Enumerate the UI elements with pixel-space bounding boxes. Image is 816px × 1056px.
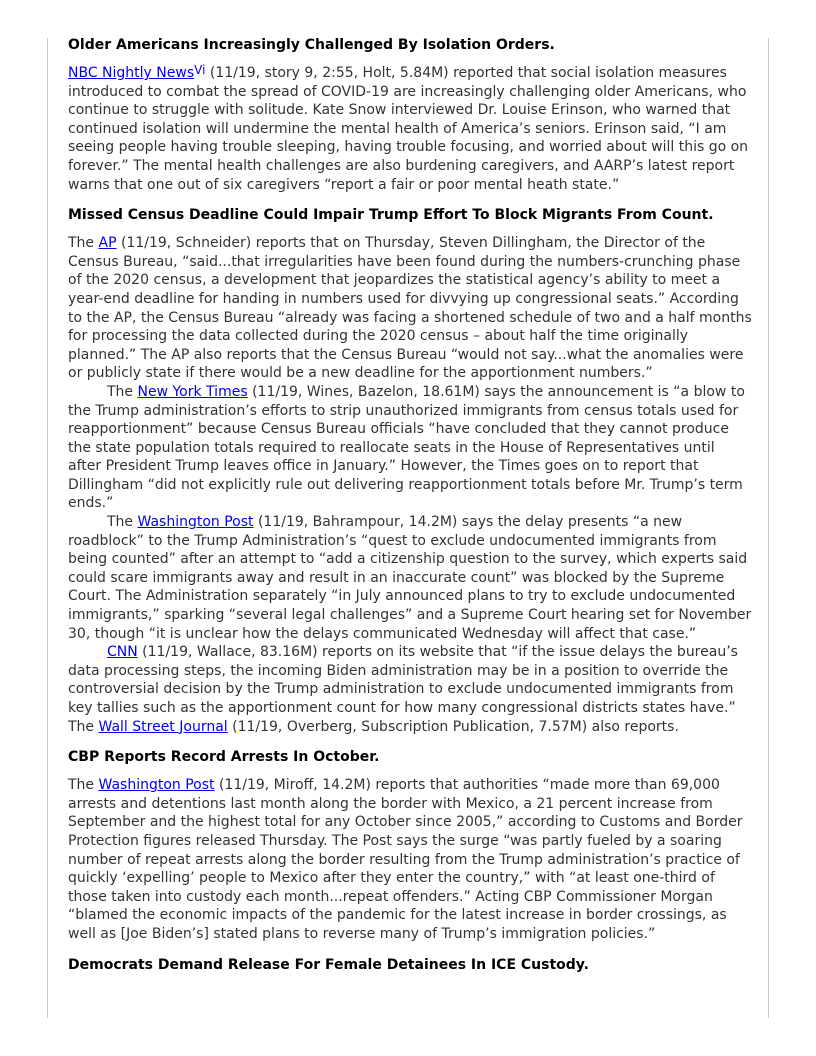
article-heading: Democrats Demand Release For Female Detainees In ICE Custody. — [68, 956, 589, 973]
source-link-cnn[interactable]: CNN — [107, 644, 138, 661]
article-paragraph: NBC Nightly News$^{Vi}$ (11/19, story 9, 2:55, Holt, 5.84M) reported that social isolation measures introduced to combat the spread of COVID-19 are increasingly challenging older Americans, who continue to struggle with solitude. Kate Snow interviewed Dr. Louise Erinson, who warned that continued isolation will undermine the mental health of America’s seniors. Erinson said, “I am seeing people having trouble sleeping, having trouble focusing, and worried about will this go on forever.” The mental health challenges are also burdening caregivers, and AARP’s latest report warns that one out of six caregivers “report a fair or poor mental heath state.” — [68, 63, 749, 193]
article-cbp — [68, 748, 752, 943]
source-link-nbc[interactable]: NBC Nightly News — [68, 65, 195, 81]
article-paragraph: The New York Times (11/19, Wines, Bazelon, 18.61M) says the announcement is “a blow to the Trump administration’s efforts to strip unauthorized immigrants from census totals used for reapportionment” because Census Bureau officials “have concluded that they cannot produce the state population totals required to reallocate seats in the House of Representatives until after President Trump leaves office in January.” However, the Times goes on to report that Dillingham “did not explicitly rule out delivering reapportionment totals before Mr. Trump’s term ends.” — [68, 383, 745, 512]
article-isolation — [68, 36, 752, 194]
source-link-wapo[interactable]: Washington Post — [98, 777, 215, 794]
article-paragraph: The Washington Post (11/19, Bahrampour, 14.2M) says the delay presents “a new roadblock” to the Trump Administration’s “quest to exclude undocumented immigrants from being counted” after an attempt to “add a citizenship question to the survey, which experts said could scare immigrants away and result in an inaccurate count” was blocked by the Supreme Court. The Administration separately “in July announced plans to try to exclude undocumented immigrants,” sparking “several legal challenges” and a Supreme Court hearing set for November 30, though “it is unclear how the delays communicated Wednesday will affect that case.” — [68, 514, 752, 642]
document-body — [68, 36, 752, 987]
source-link-wsj[interactable]: Wall Street Journal — [98, 718, 228, 735]
source-link-ap[interactable]: AP — [98, 235, 117, 252]
article-heading: Missed Census Deadline Could Impair Trump Effort To Block Migrants From Count. — [68, 207, 714, 224]
source-link-wapo[interactable]: Washington Post — [137, 514, 254, 531]
source-link-nyt[interactable]: New York Times — [137, 383, 248, 400]
article-paragraph: The AP (11/19, Schneider) reports that on Thursday, Steven Dillingham, the Director of the Census Bureau, “said...that irregularities have been found during the numbers-crunching phase of the 2020 census, a development that jeopardizes the statistical agency’s ability to meet a year-end deadline for handing in numbers used for divvying up congressional seats.” According to the AP, the Census Bureau “already was facing a shortened schedule of two and a half months for processing the data collected during the 2020 census – about half the time originally planned.” The AP also reports that the Census Bureau “would not say...what the anomalies were or publicly state if there would be a new deadline for the apportionment numbers.” — [68, 235, 752, 382]
right-margin-rule — [768, 38, 769, 1018]
article-census — [68, 206, 752, 736]
article-heading: Older Americans Increasingly Challenged By Isolation Orders. — [68, 37, 555, 53]
article-paragraph: The Washington Post (11/19, Miroff, 14.2M) reports that authorities “made more than 69,000 arrests and detentions last month along the border with Mexico, a 21 percent increase from September and the highest total for any October since 2005,” according to Customs and Border Protection figures released Thursday. The Post says the surge “was partly fueled by a soaring number of repeat arrests along the border resulting from the Trump administration’s practice of quickly ‘expelling’ people to Mexico after they enter the country,” with “at least one-third of those taken into custody each month...repeat offenders.” Acting CBP Commissioner Morgan “blamed the economic impacts of the pandemic for the latest increase in border crossings, as well as [Joe Biden’s] stated plans to reverse many of Trump’s immigration policies.” — [68, 777, 743, 942]
article-paragraph: CNN (11/19, Wallace, 83.16M) reports on its website that “if the issue delays the bureau’s data processing steps, the incoming Biden administration may be in a position to override the controversial decision by the Trump administration to exclude undocumented immigrants from key tallies such as the apportionment count for how many congressional districts states have.” The Wall Street Journal (11/19, Overberg, Subscription Publication, 7.57M) also reports. — [68, 644, 738, 735]
article-ice — [68, 956, 752, 975]
left-margin-rule — [47, 38, 48, 1018]
article-heading: CBP Reports Record Arrests In October. — [68, 749, 380, 766]
video-icon[interactable]: Vi — [194, 63, 206, 77]
